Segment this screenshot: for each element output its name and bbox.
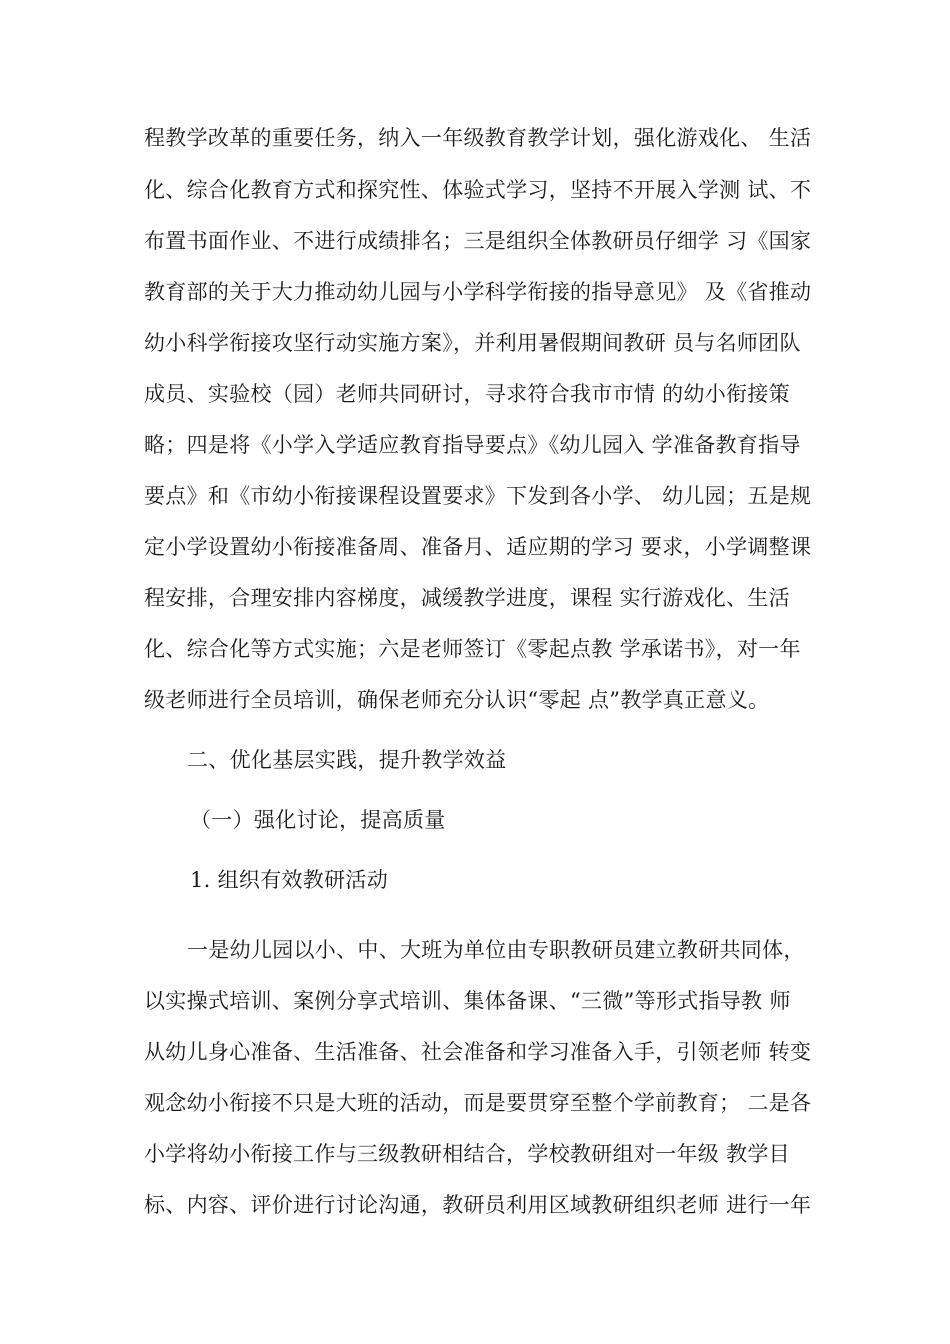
paragraph-1-line-3: 布置书面作业、不进行成绩排名；三是组织全体教研员仔细学 习《国家	[144, 229, 812, 253]
paragraph-1-line-2: 化、综合化教育方式和探究性、体验式学习，坚持不开展入学测 试、不	[144, 178, 812, 202]
paragraph-1-line-4: 教育部的关于大力推动幼儿园与小学科学衔接的指导意见》 及《省推动	[144, 280, 812, 304]
paragraph-1-line-8: 要点》和《市幼小衔接课程设置要求》下发到各小学、 幼儿园；五是规	[144, 484, 812, 508]
paragraph-1-line-6: 成员、实验校（园）老师共同研讨，寻求符合我市市情 的幼小衔接策	[144, 382, 790, 406]
paragraph-2-line-4: 观念幼小衔接不只是大班的活动，而是要贯穿至整个学前教育； 二是各	[144, 1091, 812, 1115]
paragraph-1-line-12: 级老师进行全员培训，确保老师充分认识“零起 点”教学真正意义。	[144, 688, 770, 712]
paragraph-2-line-5: 小学将幼小衔接工作与三级教研相结合，学校教研组对一年级 教学目	[144, 1142, 790, 1166]
paragraph-2-line-3: 从幼儿身心准备、生活准备、社会准备和学习准备入手，引领老师 转变	[144, 1040, 812, 1064]
paragraph-2-line-6: 标、内容、评价进行讨论沟通，教研员利用区域教研组织老师 进行一年	[144, 1193, 812, 1217]
paragraph-2-line-1: 一是幼儿园以小、中、大班为单位由专职教研员建立教研共同体，	[187, 938, 805, 962]
paragraph-2-line-2: 以实操式培训、案例分享式培训、集体备课、“三微”等形式指导教 师	[144, 989, 791, 1013]
paragraph-1-line-11: 化、综合化等方式实施；六是老师签订《零起点教 学承诺书》，对一年	[144, 637, 801, 661]
paragraph-1-line-1: 程教学改革的重要任务，纳入一年级教育教学计划，强化游戏化、 生活	[144, 126, 812, 150]
section-heading-2: 二、优化基层实践，提升教学效益	[187, 748, 507, 772]
paragraph-1-line-10: 程安排，合理安排内容梯度，减缓教学进度，课程 实行游戏化、生活	[144, 586, 790, 610]
paragraph-1-line-7: 略；四是将《小学入学适应教育指导要点》《幼儿园入 学准备教育指导	[144, 433, 801, 457]
paragraph-1-line-9: 定小学设置幼小衔接准备周、准备月、适应期的学习 要求，小学调整课	[144, 535, 812, 559]
subsubsection-heading-2-1-1: 1. 组织有效教研活动	[190, 868, 389, 892]
paragraph-1-line-5: 幼小科学衔接攻坚行动实施方案》，并利用暑假期间教研 员与名师团队	[144, 331, 801, 355]
subsection-heading-2-1: （一）强化讨论，提高质量	[190, 808, 446, 832]
